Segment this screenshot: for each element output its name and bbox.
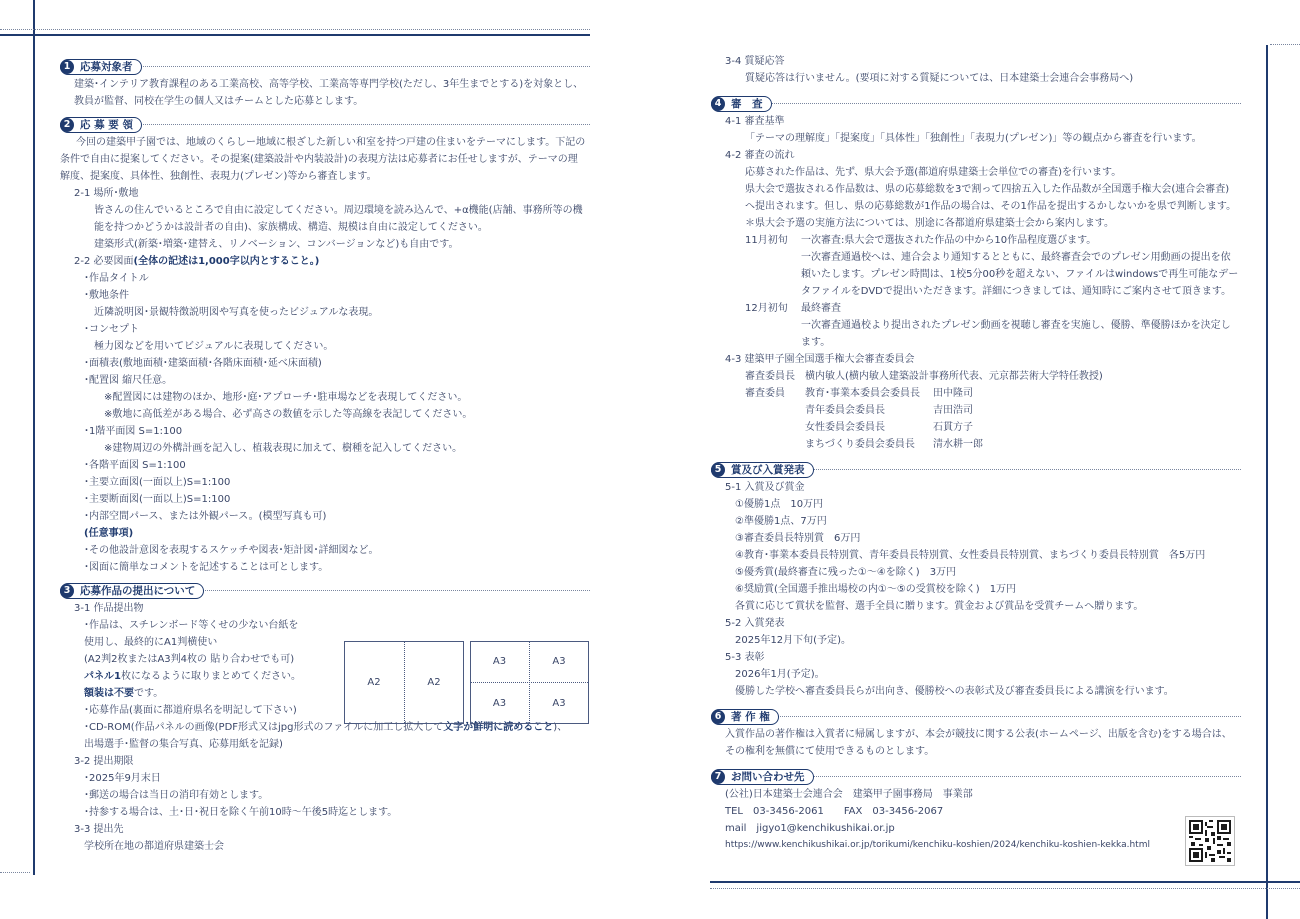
section-number: 6 — [711, 710, 725, 724]
text-line: 額装は不要です。 — [84, 688, 164, 699]
text-line: 建築形式(新築･増築･建替え、リノベーション、コンバージョンなど)も自由です。 — [94, 239, 459, 250]
required-drawings-list — [60, 270, 590, 576]
text-line: ます。 — [801, 337, 831, 348]
subheading: 3-3 提出先 — [74, 824, 124, 835]
section-title: お問い合わせ先 — [731, 770, 805, 783]
text-line: 建築･インテリア教育課程のある工業高校、高等学校、工業高等専門学校(ただし、3年生までとする)を対象とし、 — [74, 79, 584, 90]
schedule-november — [711, 232, 1241, 300]
section-title: 応募対象者 — [80, 60, 133, 73]
section-number: 7 — [711, 770, 725, 784]
subheading: 4-1 審査基準 — [725, 116, 785, 127]
subheading: 2-1 場所･敷地 — [74, 188, 139, 199]
text-line: ･2025年9月末日 — [84, 773, 161, 784]
role-label: 審査委員長 — [745, 371, 795, 382]
text-line: その権利を無償にて使用できるものとします。 — [725, 746, 935, 757]
text-line: 使用し、最終的にA1判横使い — [84, 637, 218, 648]
member-role: まちづくり委員会委員長 — [805, 439, 915, 450]
subheading: 3-2 提出期限 — [74, 756, 134, 767]
text-line: 学校所在地の都道府県建築士会 — [84, 841, 224, 852]
list-item: ･敷地条件 — [84, 290, 129, 301]
text-line: タファイルをDVDで提出いただきます。詳細につきましては、通知時にご案内させて頂きます。 — [801, 286, 1232, 297]
committee-member-row — [805, 419, 983, 436]
text-line: ･作品は、スチレンボード等くせの少ない台紙を — [84, 620, 299, 631]
section-title: 審 査 — [731, 97, 763, 110]
list-item: ･内部空間パース、または外観パース。(模型写真も可) — [84, 511, 327, 522]
text-line: (A2判2枚またはA3判4枚の 貼り合わせでも可) — [84, 654, 295, 665]
text-line: 最終審査 — [801, 303, 841, 314]
member-name: 清水耕一郎 — [933, 439, 983, 450]
member-name: 田中隆司 — [933, 388, 973, 399]
text-line: 皆さんの住んでいるところで自由に設定してください。周辺環境を読み込んで、+α機能(店舗、事務所等の機 — [94, 205, 583, 216]
section-number: 1 — [60, 60, 74, 74]
frame-right-bottom-dots — [710, 888, 1300, 889]
text-line: ･CD-ROM(作品パネルの画像(PDF形式又はjpg形式のファイルに加工し拡大して文字が鮮明に読めること)、 — [84, 722, 568, 733]
list-item: (任意事項) — [84, 528, 134, 539]
role-label: 審査委員 — [745, 388, 785, 399]
section-number: 2 — [60, 118, 74, 132]
text-line: 教員が監督、同校在学生の個人又はチームとした応募とします。 — [74, 96, 364, 107]
a2-panel-label: A2 — [367, 677, 381, 688]
text-line: へ提出されます。但し、県の応募総数が1作品の場合は、その1作品を提出するかしないかを県で判断します。 — [745, 201, 1237, 212]
subheading: 5-2 入賞発表 — [725, 618, 785, 629]
list-item: ･配置図 縮尺任意。 — [84, 375, 173, 386]
list-item: 極力図などを用いてビジュアルに表現してください。 — [94, 341, 334, 352]
subheading: 5-3 表彰 — [725, 652, 765, 663]
text-line: 能を持つかどうかは設計者の自由)、家族構成、構造、規模は自由に設定してください。 — [94, 222, 488, 233]
a3-panel-label: A3 — [492, 697, 507, 709]
section-title: 賞及び入賞発表 — [731, 463, 805, 476]
subheading: 4-3 建築甲子園全国選手権大会審査委員会 — [725, 354, 915, 365]
text-line: ②準優勝1点、7万円 — [735, 516, 827, 527]
text-line: ⑤優秀賞(最終審査に残った①～④を除く) 3万円 — [735, 567, 957, 578]
text-line: 一次審査:県大会で選抜された作品の中から10作品程度選びます。 — [801, 235, 1097, 246]
list-item: 近隣説明図･景観特徴説明図や写真を使ったビジュアルな表現。 — [94, 307, 379, 318]
schedule-label: 11月初旬 — [745, 235, 788, 246]
section-number: 3 — [60, 584, 74, 598]
committee-member-row — [805, 436, 983, 453]
text-line: パネル1枚になるように取りまとめてください。 — [84, 671, 301, 682]
text-line: ＊県大会予選の実施方法については、別途に各都道府県建築士会から案内します。 — [745, 218, 1114, 229]
section-number: 4 — [711, 97, 725, 111]
section-2-header — [60, 116, 590, 134]
text-line: 「テーマの理解度」「提案度」「具体性」「独創性」「表現力(プレゼン)」等の観点から審査を行います。 — [745, 133, 1202, 144]
section-3-header — [60, 582, 590, 600]
text-line: ･郵送の場合は当日の消印有効とします。 — [84, 790, 269, 801]
frame-left-top-rule — [0, 34, 590, 36]
section-4-header — [711, 95, 1241, 113]
text-line: ⑥奨励賞(全国選手推出場校の内①～⑤の受賞校を除く) 1万円 — [735, 584, 1017, 595]
text-line: 質疑応答は行いません。(要項に対する質疑については、日本建築士会連合会事務局へ) — [745, 73, 1134, 84]
text-line: 入賞作品の著作権は入賞者に帰属しますが、本会が競技に関する公表(ホームページ、出版を含む)をする場合は、 — [725, 729, 1232, 740]
list-item: ･主要断面図(一面以上)S=1:100 — [84, 494, 231, 505]
schedule-december — [711, 300, 1241, 351]
text-line: 解度、提案度、具体性、独創性、表現力(プレゼン)等から審査します。 — [60, 171, 377, 182]
list-item: ※建物周辺の外構計画を記入し、植栽表現に加えて、樹種を記入してください。 — [104, 443, 463, 454]
list-item: ･コンセプト — [84, 324, 139, 335]
text-line: 県大会で選抜される作品数は、県の応募総数を3で割って四捨五入した作品数が全国選手権大会(連合会審査) — [745, 184, 1230, 195]
section-title: 応 募 要 領 — [80, 118, 133, 131]
list-item: ･その他設計意図を表現するスケッチや図表･矩計図･詳細図など。 — [84, 545, 379, 556]
frame-left-top-dots — [0, 29, 590, 30]
text-line: 頼いたします。プレゼン時間は、1校5分00秒を超えない、ファイルはwindowsで再生可能なデー — [801, 269, 1239, 280]
list-item: ･各階平面図 S=1:100 — [84, 460, 186, 471]
frame-left-bottom-dots — [0, 872, 30, 873]
list-item: ･面積表(敷地面積･建築面積･各階床面積･延べ床面積) — [84, 358, 322, 369]
qr-code-icon[interactable] — [1185, 816, 1235, 866]
committee-member-row — [805, 402, 983, 419]
a3-panel-label: A3 — [552, 697, 566, 709]
section-6-header — [711, 708, 1241, 726]
section-number: 5 — [711, 463, 725, 477]
a3-panel-label: A3 — [552, 656, 566, 667]
section-title: 応募作品の提出について — [80, 584, 196, 597]
member-role: 教育･事業本委員会委員長 — [805, 388, 920, 399]
left-column — [60, 54, 590, 855]
frame-right-bottom-rule — [710, 881, 1300, 883]
subheading: 4-2 審査の流れ — [725, 150, 795, 161]
committee-member-row — [805, 385, 983, 402]
text-line: 各賞に応じて賞状を監督、選手全員に贈ります。賞金および賞品を受賞チームへ贈ります。 — [735, 601, 1144, 612]
committee-chair — [711, 368, 1241, 385]
subheading: 2-2 必要図面(全体の記述は1,000字以内とすること。) — [74, 256, 320, 267]
contact-url[interactable]: https://www.kenchikushikai.or.jp/torikumi/kenchiku-koshien/2024/kenchiku-koshien-kekka.html — [725, 840, 1150, 850]
text-line: 優勝した学校へ審査委員長らが出向き、優勝校への表彰式及び審査委員長による講演を行います。 — [735, 686, 1174, 697]
list-item: ･図面に簡単なコメントを記述することは可とします。 — [84, 562, 329, 573]
text-line: 応募された作品は、先ず、県大会予選(都道府県建築士会単位での審査)を行います。 — [745, 167, 1122, 178]
text-line: ･応募作品(裏面に都道府県名を明記して下さい) — [84, 705, 297, 716]
section-5-header — [711, 461, 1241, 479]
subheading: 3-1 作品提出物 — [74, 603, 144, 614]
list-item: ※敷地に高低差がある場合、必ず高さの数値を示した等高線を表記してください。 — [104, 409, 473, 420]
section-1-header — [60, 58, 590, 76]
subheading: 5-1 入賞及び賞金 — [725, 482, 805, 493]
chair-name: 横内敏人(横内敏人建築設計事務所代表、元京都芸術大学特任教授) — [805, 371, 1103, 382]
committee-members — [711, 385, 1241, 453]
text-line: 出場選手･監督の集合写真、応募用紙を記録) — [84, 739, 283, 750]
text-line: 一次審査通過校へは、連合会より通知するとともに、最終審査会でのプレゼン用動画の提出を依 — [801, 252, 1231, 263]
list-item: ※配置図には建物のほか、地形･庭･アプローチ･駐車場などを表現してください。 — [104, 392, 468, 403]
member-name: 吉田浩司 — [933, 405, 973, 416]
member-name: 石貫方子 — [933, 422, 973, 433]
frame-right-top-dots — [1270, 44, 1300, 45]
section-7-header — [711, 768, 1241, 786]
a3-panel-label: A3 — [492, 656, 507, 667]
text-line: 一次審査通過校より提出されたプレゼン動画を視聴し審査を実施し、優勝、準優勝ほかを決定し — [801, 320, 1231, 331]
frame-right-vertical — [1266, 45, 1268, 919]
text-line: 条件で自由に提案してください。その提案(建築設計や内装設計)の表現方法は応募者にお任せしますが、テーマの理 — [60, 154, 578, 165]
text-line: ･持参する場合は、土･日･祝日を除く午前10時～午後5時迄とします。 — [84, 807, 398, 818]
text-line: 2026年1月(予定)。 — [735, 669, 825, 680]
text-line: ③審査委員長特別賞 6万円 — [735, 533, 861, 544]
contact-tel-fax: TEL 03-3456-2061 FAX 03-3456-2067 — [725, 806, 944, 817]
list-item: ･作品タイトル — [84, 273, 149, 284]
text-line: ①優勝1点 10万円 — [735, 499, 824, 510]
contact-email[interactable]: mail jigyo1@kenchikushikai.or.jp — [725, 823, 895, 834]
text-line: 2025年12月下旬(予定)。 — [735, 635, 851, 646]
list-item: ･1階平面図 S=1:100 — [84, 426, 183, 437]
member-role: 女性委員会委員長 — [805, 422, 885, 433]
member-role: 青年委員会委員長 — [805, 405, 885, 416]
section-title: 著 作 権 — [731, 710, 770, 723]
contact-org: (公社)日本建築士会連合会 建築甲子園事務局 事業部 — [725, 789, 973, 800]
schedule-label: 12月初旬 — [745, 303, 788, 314]
list-item: ･主要立面図(一面以上)S=1:100 — [84, 477, 231, 488]
right-column — [711, 53, 1241, 854]
frame-left-vertical — [33, 0, 35, 875]
a2-panel-label: A2 — [427, 677, 441, 688]
text-line: 今回の建築甲子園では、地域のくらしー地域に根ざした新しい和室を持つ戸建の住まいをテーマにします。下記の — [76, 137, 586, 148]
text-line: ④教育･事業本委員長特別賞、青年委員長特別賞、女性委員長特別賞、まちづくり委員長特別賞 各5万円 — [735, 550, 1206, 561]
subheading: 3-4 質疑応答 — [725, 56, 785, 67]
